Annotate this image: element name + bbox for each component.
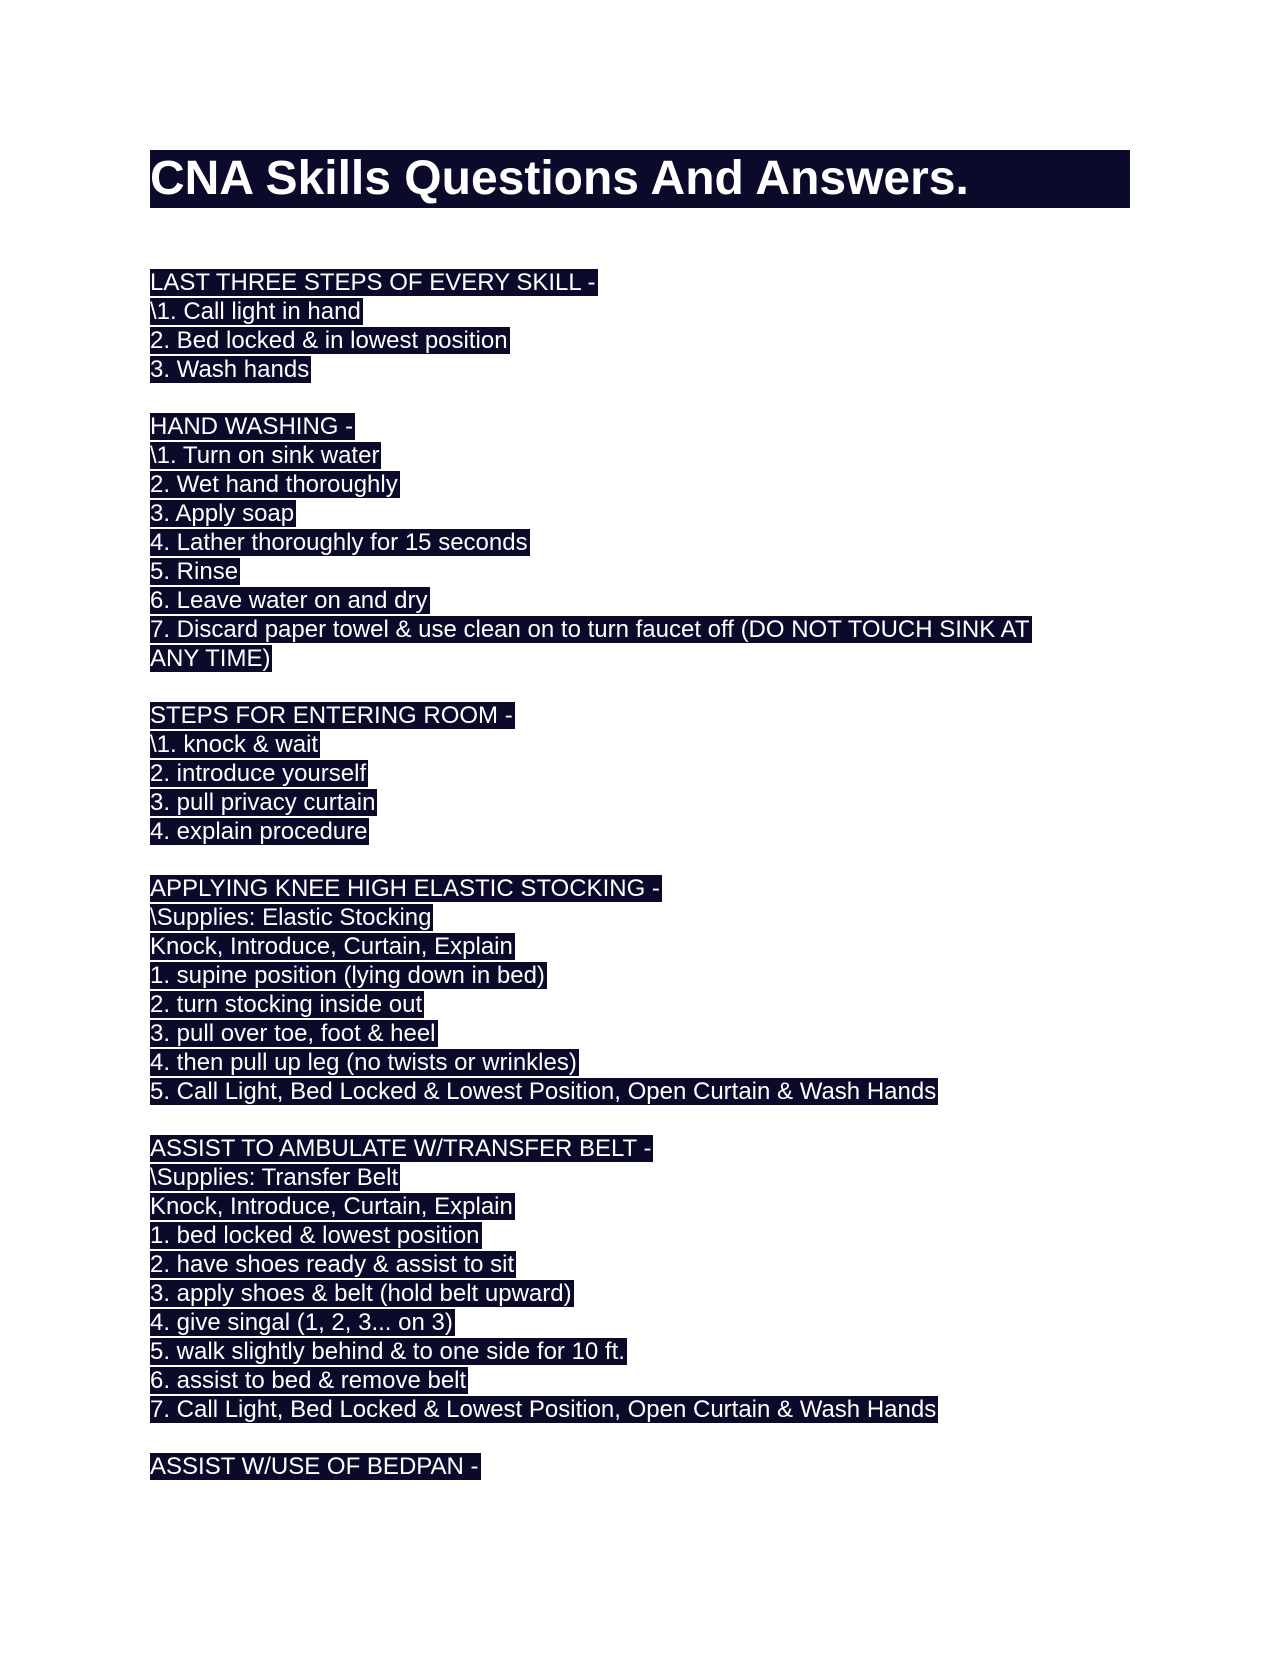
list-item: Knock, Introduce, Curtain, Explain bbox=[150, 1193, 513, 1220]
section-heading: ASSIST W/USE OF BEDPAN - bbox=[150, 1453, 479, 1480]
list-item: 3. pull over toe, foot & heel bbox=[150, 1020, 436, 1047]
section-heading: ASSIST TO AMBULATE W/TRANSFER BELT - bbox=[150, 1135, 652, 1162]
list-item: \1. Turn on sink water bbox=[150, 442, 380, 469]
list-item: 3. apply shoes & belt (hold belt upward) bbox=[150, 1280, 572, 1307]
list-item: 1. supine position (lying down in bed) bbox=[150, 962, 545, 989]
section-heading: LAST THREE STEPS OF EVERY SKILL - bbox=[150, 269, 596, 296]
section-entering-room bbox=[150, 701, 1130, 846]
list-item: 4. then pull up leg (no twists or wrinkles) bbox=[150, 1049, 577, 1076]
list-item: 5. walk slightly behind & to one side for 10 ft. bbox=[150, 1338, 625, 1365]
list-item: 4. explain procedure bbox=[150, 818, 368, 845]
list-item: 5. Rinse bbox=[150, 558, 239, 585]
list-item: 7. Call Light, Bed Locked & Lowest Position, Open Curtain & Wash Hands bbox=[150, 1396, 937, 1423]
list-item: 5. Call Light, Bed Locked & Lowest Position, Open Curtain & Wash Hands bbox=[150, 1078, 937, 1105]
list-item: 3. pull privacy curtain bbox=[150, 789, 376, 816]
list-item: 4. Lather thoroughly for 15 seconds bbox=[150, 529, 528, 556]
section-last-three-steps bbox=[150, 268, 1130, 384]
section-bedpan bbox=[150, 1452, 1130, 1481]
list-item: 1. bed locked & lowest position bbox=[150, 1222, 480, 1249]
list-item: 3. Wash hands bbox=[150, 356, 310, 383]
section-hand-washing bbox=[150, 412, 1130, 673]
section-heading: APPLYING KNEE HIGH ELASTIC STOCKING - bbox=[150, 875, 660, 902]
document-page bbox=[150, 150, 1130, 1509]
list-item: 2. have shoes ready & assist to sit bbox=[150, 1251, 515, 1278]
list-item: 2. turn stocking inside out bbox=[150, 991, 423, 1018]
section-heading: HAND WASHING - bbox=[150, 413, 354, 440]
list-item: \Supplies: Transfer Belt bbox=[150, 1164, 399, 1191]
list-item: 2. introduce yourself bbox=[150, 760, 367, 787]
list-item: \1. knock & wait bbox=[150, 731, 319, 758]
list-item: 7. Discard paper towel & use clean on to turn faucet off (DO NOT TOUCH SINK AT bbox=[150, 616, 1030, 643]
list-item: 6. Leave water on and dry bbox=[150, 587, 428, 614]
list-item: \1. Call light in hand bbox=[150, 298, 361, 325]
list-item: 4. give singal (1, 2, 3... on 3) bbox=[150, 1309, 453, 1336]
section-ambulate-transfer-belt bbox=[150, 1134, 1130, 1424]
list-item: Knock, Introduce, Curtain, Explain bbox=[150, 933, 513, 960]
section-elastic-stocking bbox=[150, 874, 1130, 1106]
document-title: CNA Skills Questions And Answers. bbox=[150, 152, 969, 205]
list-item: 3. Apply soap bbox=[150, 500, 295, 527]
section-heading: STEPS FOR ENTERING ROOM - bbox=[150, 702, 513, 729]
list-item: 2. Wet hand thoroughly bbox=[150, 471, 398, 498]
list-item: \Supplies: Elastic Stocking bbox=[150, 904, 432, 931]
list-item: 6. assist to bed & remove belt bbox=[150, 1367, 467, 1394]
title-highlight bbox=[150, 150, 1130, 208]
list-item: 2. Bed locked & in lowest position bbox=[150, 327, 508, 354]
list-item-continuation: ANY TIME) bbox=[150, 645, 271, 672]
